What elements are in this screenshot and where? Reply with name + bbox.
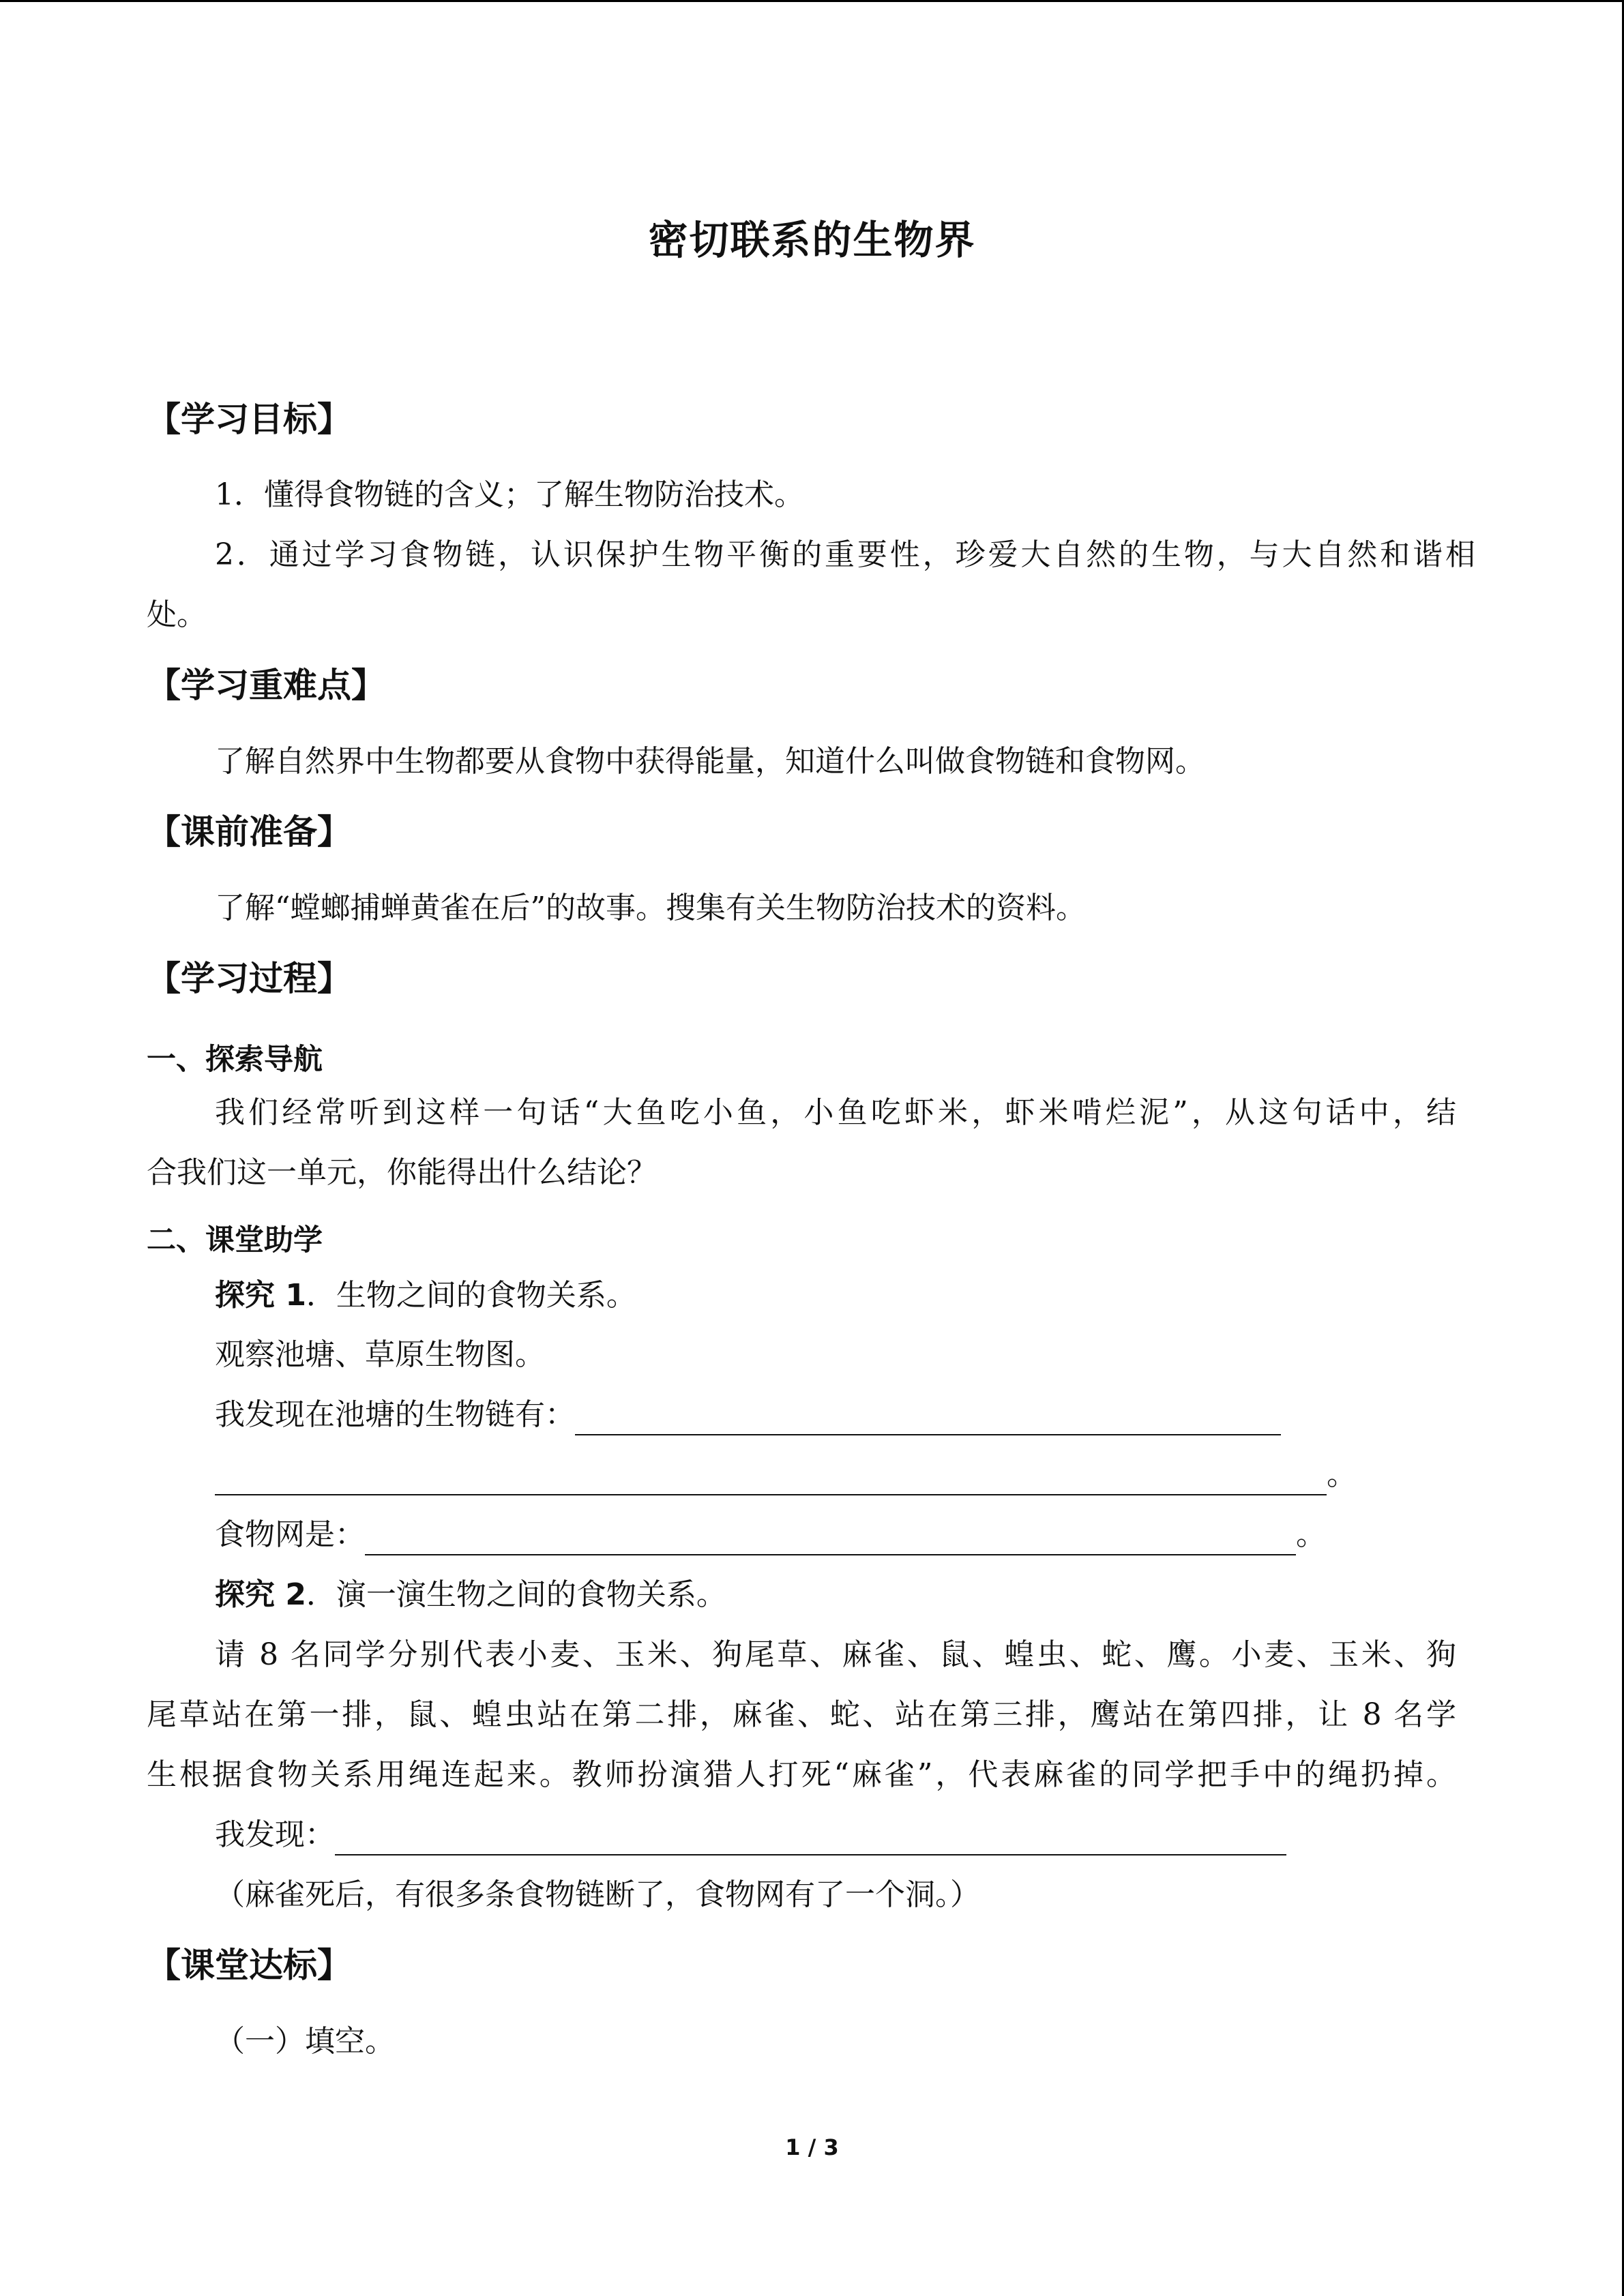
finding-prompt: 我发现： — [215, 1817, 335, 1852]
sparrow-note: （麻雀死后，有很多条食物链断了，食物网有了一个洞。） — [215, 1877, 980, 1912]
pond-chain-continuation-line — [215, 1455, 1357, 1495]
finding-line — [215, 1815, 1286, 1855]
subsection-title-explore-navigation: 一、探索导航 — [147, 1043, 323, 1077]
role-play-paragraph-line-1: 请 8 名同学分别代表小麦、玉米、狗尾草、麻雀、鼠、蝗虫、蛇、鹰。小麦、玉米、狗 — [215, 1637, 1456, 1672]
objective-item-1: 1．懂得食物链的含义；了解生物防治技术。 — [215, 477, 804, 512]
explore-navigation-line-1: 我们经常听到这样一句话“大鱼吃小鱼，小鱼吃虾米，虾米啃烂泥”，从这句话中，结 — [215, 1095, 1456, 1130]
role-play-paragraph-line-3: 生根据食物关系用绳连起来。教师扮演猎人打死“麻雀”，代表麻雀的同学把手中的绳扔掉。 — [147, 1757, 1456, 1792]
explore-1-text: ．生物之间的食物关系。 — [306, 1278, 636, 1313]
section-heading-objectives: 【学习目标】 — [147, 400, 351, 439]
explore-2-line — [215, 1575, 726, 1615]
preparation-text: 了解“螳螂捕蝉黄雀在后”的故事。搜集有关生物防治技术的资料。 — [215, 891, 1086, 925]
finding-blank[interactable] — [335, 1823, 1286, 1855]
assessment-item-1: （一）填空。 — [215, 2024, 395, 2059]
food-web-line — [215, 1515, 1326, 1555]
objective-item-2-line-2: 处。 — [147, 597, 207, 632]
explore-2-text: ．演一演生物之间的食物关系。 — [306, 1577, 726, 1612]
food-web-period: 。 — [1296, 1517, 1326, 1552]
explore-1-line — [215, 1275, 636, 1316]
section-heading-preparation: 【课前准备】 — [147, 812, 351, 852]
pond-chain-period: 。 — [1327, 1457, 1357, 1492]
food-web-prompt: 食物网是： — [215, 1517, 365, 1552]
pond-chain-blank[interactable] — [575, 1403, 1281, 1435]
role-play-paragraph-line-2: 尾草站在第一排，鼠、蝗虫站在第二排，麻雀、蛇、站在第三排，鹰站在第四排，让 8 名学 — [147, 1697, 1456, 1732]
explore-navigation-line-2: 合我们这一单元，你能得出什么结论？ — [147, 1155, 657, 1190]
section-heading-process: 【学习过程】 — [147, 959, 351, 998]
food-web-blank[interactable] — [365, 1523, 1296, 1555]
subsection-title-classroom-help: 二、课堂助学 — [147, 1223, 323, 1257]
page-number: 1 / 3 — [785, 2134, 839, 2160]
pond-chain-line — [215, 1395, 1281, 1435]
section-heading-key-points: 【学习重难点】 — [147, 666, 385, 705]
explore-2-label: 探究 2 — [215, 1577, 306, 1612]
key-points-text: 了解自然界中生物都要从食物中获得能量，知道什么叫做食物链和食物网。 — [215, 744, 1205, 779]
objective-item-2-line-1: 2．通过学习食物链，认识保护生物平衡的重要性，珍爱大自然的生物，与大自然和谐相 — [215, 537, 1475, 572]
page-title: 密切联系的生物界 — [648, 217, 976, 263]
section-heading-assessment: 【课堂达标】 — [147, 1945, 351, 1985]
pond-chain-prompt: 我发现在池塘的生物链有： — [215, 1397, 575, 1432]
explore-1-label: 探究 1 — [215, 1278, 306, 1313]
observe-instruction: 观察池塘、草原生物图。 — [215, 1337, 545, 1372]
pond-chain-blank-2[interactable] — [215, 1463, 1327, 1495]
